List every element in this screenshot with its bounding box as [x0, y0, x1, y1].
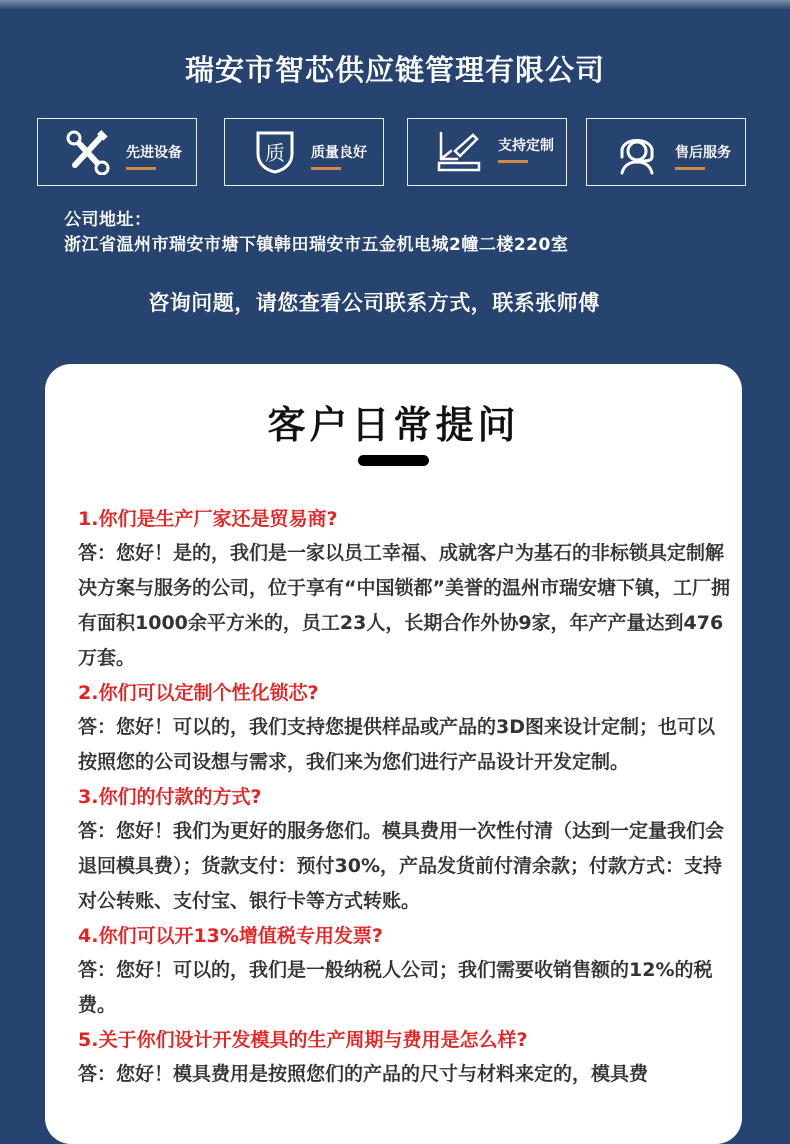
- feature-row: [0, 118, 790, 188]
- company-address: [64, 208, 568, 258]
- top-fade: [0, 0, 790, 10]
- feature-good-quality: [224, 118, 384, 186]
- feature-label: 先进设备: [126, 142, 182, 162]
- feature-label: 售后服务: [675, 142, 731, 162]
- faq-title: 客户日常提问: [267, 403, 520, 447]
- faq-answer: 答：您好！我们为更好的服务您们。模具费用一次性付清（达到一定量我们会退回模具费）；货款支付：预付30%，产品发货前付清余款；付款方式：支持对公转账、支付宝、银行卡等方式转账。: [78, 820, 725, 912]
- faq-item: [78, 502, 730, 676]
- faq-card: [45, 364, 742, 1144]
- faq-item: [78, 919, 730, 1023]
- feature-label: 质量良好: [311, 142, 367, 162]
- feature-advanced-equipment: [37, 118, 197, 186]
- faq-answer: 答：您好！可以的，我们是一般纳税人公司；我们需要收销售额的12%的税费。: [78, 959, 713, 1016]
- consult-text: 咨询问题，请您查看公司联系方式，联系张师傅: [148, 291, 600, 315]
- address-value: 浙江省温州市瑞安市塘下镇韩田瑞安市五金机电城2幢二楼220室: [64, 235, 569, 255]
- faq-item: [78, 1023, 730, 1092]
- address-label: 公司地址：: [64, 210, 152, 230]
- feature-customization: [407, 118, 567, 186]
- faq-item: [78, 676, 730, 780]
- faq-question: 3.你们的付款的方式?: [78, 786, 262, 808]
- feature-after-sales: [586, 118, 746, 186]
- design-ruler-brush-icon: [428, 127, 488, 177]
- title-underline-bar: [358, 455, 429, 466]
- feature-label: 支持定制: [498, 135, 554, 155]
- tools-icon: [58, 127, 118, 177]
- faq-item: [78, 780, 730, 919]
- svg-text:质: 质: [265, 141, 285, 165]
- faq-answer: 答：您好！模具费用是按照您们的产品的尺寸与材料来定的，模具费: [78, 1063, 649, 1085]
- faq-answer: 答：您好！可以的，我们支持您提供样品或产品的3D图来设计定制；也可以按照您的公司设想与需求，我们来为您们进行产品设计开发定制。: [78, 716, 715, 773]
- faq-question: 1.你们是生产厂家还是贸易商?: [78, 508, 338, 530]
- faq-question: 5.关于你们设计开发模具的生产周期与费用是怎么样?: [78, 1029, 528, 1051]
- customer-service-headset-icon: [607, 127, 667, 177]
- faq-list: [78, 502, 730, 1092]
- faq-question: 2.你们可以定制个性化锁芯?: [78, 682, 319, 704]
- company-title: 瑞安市智芯供应链管理有限公司: [184, 53, 605, 87]
- faq-question: 4.你们可以开13%增值税专用发票?: [78, 925, 383, 947]
- faq-answer: 答：您好！是的，我们是一家以员工幸福、成就客户为基石的非标锁具定制解决方案与服务的公司，位于享有“中国锁都”美誉的温州市瑞安塘下镇，工厂拥有面积1000余平方米的，员工23人，长期合作外协9家，年产产量达到476万套。: [78, 542, 730, 669]
- quality-shield-icon: [245, 127, 305, 177]
